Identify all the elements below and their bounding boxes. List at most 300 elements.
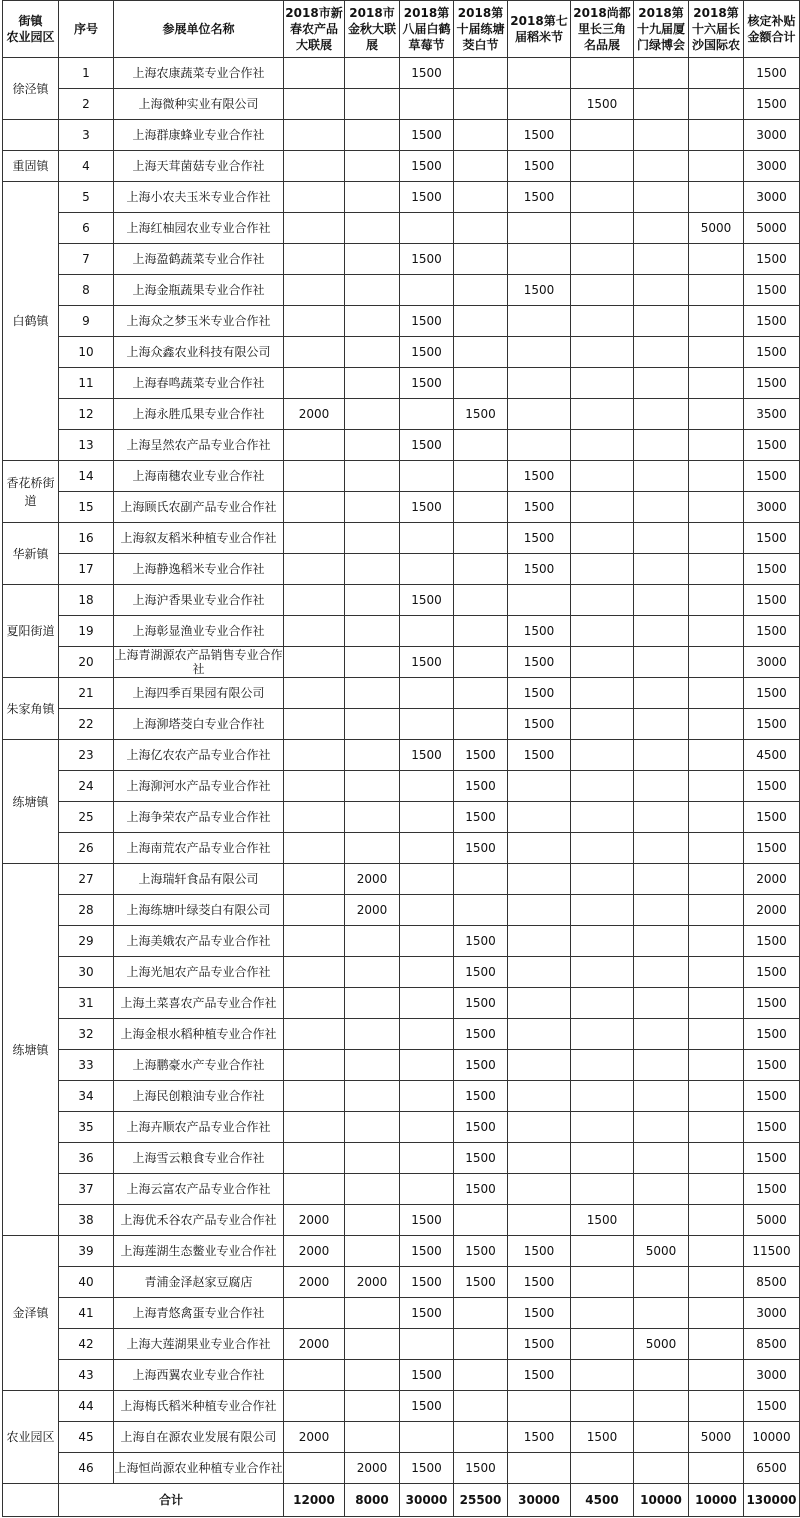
- subsidy-cell: [571, 306, 634, 337]
- table-row: [3, 1112, 800, 1143]
- table-row: [3, 1019, 800, 1050]
- subsidy-cell: 1500: [454, 1019, 508, 1050]
- row-total: 1500: [744, 1174, 800, 1205]
- subsidy-cell: [508, 585, 571, 616]
- row-number: 15: [59, 492, 114, 523]
- subsidy-cell: [454, 1205, 508, 1236]
- row-number: 7: [59, 244, 114, 275]
- subsidy-cell: 1500: [454, 399, 508, 430]
- subsidy-cell: [454, 647, 508, 678]
- table-row: [3, 461, 800, 492]
- row-number: 3: [59, 120, 114, 151]
- row-number: 12: [59, 399, 114, 430]
- row-number: 42: [59, 1329, 114, 1360]
- subsidy-cell: [571, 1174, 634, 1205]
- total-value: 10000: [689, 1484, 744, 1517]
- subsidy-cell: [634, 740, 689, 771]
- subsidy-cell: 1500: [400, 1205, 454, 1236]
- subsidy-cell: [571, 461, 634, 492]
- table-row: [3, 709, 800, 740]
- subsidy-cell: [454, 275, 508, 306]
- subsidy-cell: [400, 1081, 454, 1112]
- subsidy-cell: [634, 89, 689, 120]
- subsidy-cell: [571, 1050, 634, 1081]
- subsidy-cell: [284, 151, 345, 182]
- column-header: 2018第 八届白鹤 草莓节: [400, 1, 454, 58]
- row-total: 3500: [744, 399, 800, 430]
- subsidy-cell: [284, 523, 345, 554]
- subsidy-cell: [634, 1112, 689, 1143]
- subsidy-cell: [454, 151, 508, 182]
- row-number: 19: [59, 616, 114, 647]
- subsidy-cell: 1500: [454, 802, 508, 833]
- subsidy-cell: [345, 833, 400, 864]
- total-label: 合计: [59, 1484, 284, 1517]
- exhibitor-name: 上海农康蔬菜专业合作社: [114, 58, 284, 89]
- subsidy-cell: [571, 864, 634, 895]
- subsidy-cell: [400, 709, 454, 740]
- subsidy-cell: [634, 1174, 689, 1205]
- subsidy-cell: [400, 275, 454, 306]
- subsidy-cell: [345, 461, 400, 492]
- subsidy-cell: 5000: [689, 1422, 744, 1453]
- exhibitor-name: 上海泖河水产品专业合作社: [114, 771, 284, 802]
- subsidy-cell: [689, 492, 744, 523]
- table-row: [3, 523, 800, 554]
- table-row: [3, 182, 800, 213]
- subsidy-cell: 2000: [284, 399, 345, 430]
- subsidy-cell: [345, 647, 400, 678]
- subsidy-cell: [571, 771, 634, 802]
- subsidy-cell: 1500: [400, 1391, 454, 1422]
- subsidy-cell: [345, 1081, 400, 1112]
- subsidy-cell: [689, 1019, 744, 1050]
- subsidy-cell: [689, 1112, 744, 1143]
- subsidy-cell: [284, 585, 345, 616]
- subsidy-cell: [508, 1174, 571, 1205]
- subsidy-cell: [454, 492, 508, 523]
- subsidy-cell: [284, 430, 345, 461]
- subsidy-cell: [571, 58, 634, 89]
- row-total: 1500: [744, 275, 800, 306]
- subsidy-cell: [284, 275, 345, 306]
- subsidy-cell: 1500: [454, 926, 508, 957]
- subsidy-cell: [689, 1453, 744, 1484]
- subsidy-cell: [284, 1050, 345, 1081]
- town-cell: 华新镇: [3, 523, 59, 585]
- subsidy-cell: 2000: [284, 1267, 345, 1298]
- subsidy-cell: [454, 368, 508, 399]
- exhibitor-name: 上海青悠禽蛋专业合作社: [114, 1298, 284, 1329]
- row-total: 2000: [744, 864, 800, 895]
- subsidy-cell: [508, 957, 571, 988]
- row-total: 1500: [744, 306, 800, 337]
- table-row: [3, 616, 800, 647]
- row-number: 38: [59, 1205, 114, 1236]
- subsidy-cell: [571, 399, 634, 430]
- subsidy-cell: [634, 275, 689, 306]
- subsidy-cell: [400, 1019, 454, 1050]
- subsidy-cell: [454, 430, 508, 461]
- table-row: [3, 1143, 800, 1174]
- row-number: 28: [59, 895, 114, 926]
- subsidy-cell: [634, 1298, 689, 1329]
- row-number: 29: [59, 926, 114, 957]
- table-row: [3, 1329, 800, 1360]
- subsidy-cell: [284, 709, 345, 740]
- exhibitor-name: 上海春鸣蔬菜专业合作社: [114, 368, 284, 399]
- subsidy-cell: [345, 337, 400, 368]
- row-total: 3000: [744, 647, 800, 678]
- subsidy-cell: [454, 585, 508, 616]
- subsidy-cell: [634, 1267, 689, 1298]
- row-number: 13: [59, 430, 114, 461]
- subsidy-cell: 1500: [400, 337, 454, 368]
- exhibitor-name: 上海光旭农产品专业合作社: [114, 957, 284, 988]
- subsidy-cell: [634, 523, 689, 554]
- subsidy-cell: [284, 461, 345, 492]
- subsidy-cell: [689, 523, 744, 554]
- exhibitor-name: 上海鹏豪水产专业合作社: [114, 1050, 284, 1081]
- table-row: [3, 771, 800, 802]
- subsidy-cell: [345, 1236, 400, 1267]
- subsidy-cell: [345, 678, 400, 709]
- exhibitor-name: 上海盈鹤蔬菜专业合作社: [114, 244, 284, 275]
- subsidy-cell: [689, 461, 744, 492]
- subsidy-cell: [345, 89, 400, 120]
- subsidy-cell: [400, 89, 454, 120]
- subsidy-cell: [284, 1391, 345, 1422]
- subsidy-cell: [345, 213, 400, 244]
- subsidy-cell: [689, 864, 744, 895]
- total-value: 12000: [284, 1484, 345, 1517]
- row-total: 3000: [744, 1360, 800, 1391]
- row-number: 36: [59, 1143, 114, 1174]
- subsidy-cell: 1500: [508, 1360, 571, 1391]
- subsidy-cell: [689, 1267, 744, 1298]
- exhibitor-name: 上海梅氏稻米种植专业合作社: [114, 1391, 284, 1422]
- subsidy-cell: [689, 647, 744, 678]
- subsidy-cell: [345, 523, 400, 554]
- subsidy-cell: 1500: [400, 1453, 454, 1484]
- subsidy-cell: [454, 895, 508, 926]
- subsidy-cell: [689, 1205, 744, 1236]
- row-total: 1500: [744, 1143, 800, 1174]
- row-total: 1500: [744, 802, 800, 833]
- row-total: 1500: [744, 616, 800, 647]
- subsidy-cell: [689, 306, 744, 337]
- exhibitor-name: 上海群康蜂业专业合作社: [114, 120, 284, 151]
- subsidy-cell: [634, 833, 689, 864]
- row-number: 18: [59, 585, 114, 616]
- row-number: 2: [59, 89, 114, 120]
- table-row: [3, 988, 800, 1019]
- subsidy-cell: [345, 957, 400, 988]
- subsidy-cell: [508, 399, 571, 430]
- table-row: [3, 244, 800, 275]
- table-row: [3, 895, 800, 926]
- subsidy-cell: [689, 957, 744, 988]
- subsidy-cell: [345, 275, 400, 306]
- subsidy-cell: 1500: [400, 740, 454, 771]
- table-row: [3, 1081, 800, 1112]
- row-total: 1500: [744, 678, 800, 709]
- table-row: [3, 1050, 800, 1081]
- subsidy-cell: 1500: [400, 430, 454, 461]
- subsidy-cell: [400, 864, 454, 895]
- subsidy-cell: [284, 1143, 345, 1174]
- subsidy-cell: 1500: [454, 1050, 508, 1081]
- total-value: 25500: [454, 1484, 508, 1517]
- subsidy-cell: [508, 89, 571, 120]
- subsidy-cell: [454, 337, 508, 368]
- subsidy-cell: [284, 678, 345, 709]
- exhibitor-name: 上海争荣农产品专业合作社: [114, 802, 284, 833]
- subsidy-cell: 1500: [400, 585, 454, 616]
- subsidy-cell: [634, 1360, 689, 1391]
- exhibitor-name: 上海青湖源农产品销售专业合作 社: [114, 648, 283, 676]
- row-total: 1500: [744, 833, 800, 864]
- exhibitor-name: 上海红柚园农业专业合作社: [114, 213, 284, 244]
- subsidy-cell: [284, 864, 345, 895]
- subsidy-cell: 1500: [508, 1422, 571, 1453]
- column-header: 2018第 十届练塘 茭白节: [454, 1, 508, 58]
- subsidy-cell: [284, 616, 345, 647]
- subsidy-cell: 1500: [508, 740, 571, 771]
- subsidy-cell: [571, 1329, 634, 1360]
- row-total: 8500: [744, 1329, 800, 1360]
- subsidy-cell: [634, 182, 689, 213]
- subsidy-cell: [571, 740, 634, 771]
- row-number: 34: [59, 1081, 114, 1112]
- header-row: [3, 1, 800, 58]
- subsidy-cell: [345, 151, 400, 182]
- town-cell: 练塘镇: [3, 740, 59, 864]
- subsidy-cell: [454, 616, 508, 647]
- subsidy-cell: [571, 926, 634, 957]
- subsidy-cell: [571, 585, 634, 616]
- exhibitor-name: 上海众之梦玉米专业合作社: [114, 306, 284, 337]
- row-number: 21: [59, 678, 114, 709]
- row-number: 41: [59, 1298, 114, 1329]
- subsidy-cell: 2000: [284, 1422, 345, 1453]
- row-total: 1500: [744, 709, 800, 740]
- subsidy-cell: [345, 399, 400, 430]
- subsidy-cell: [508, 368, 571, 399]
- subsidy-cell: 1500: [400, 1360, 454, 1391]
- subsidy-cell: [345, 709, 400, 740]
- subsidy-cell: [345, 926, 400, 957]
- subsidy-cell: [284, 1112, 345, 1143]
- table-row: [3, 554, 800, 585]
- row-number: 30: [59, 957, 114, 988]
- subsidy-cell: [454, 244, 508, 275]
- row-number: 25: [59, 802, 114, 833]
- subsidy-cell: 1500: [454, 740, 508, 771]
- subsidy-cell: [634, 647, 689, 678]
- subsidy-cell: [345, 1329, 400, 1360]
- subsidy-cell: 1500: [454, 1267, 508, 1298]
- total-value: 8000: [345, 1484, 400, 1517]
- table-row: [3, 58, 800, 89]
- total-value: 130000: [744, 1484, 800, 1517]
- subsidy-cell: [689, 1174, 744, 1205]
- subsidy-cell: [634, 399, 689, 430]
- exhibitor-name: 上海永胜瓜果专业合作社: [114, 399, 284, 430]
- table-row: [3, 399, 800, 430]
- subsidy-cell: [508, 1391, 571, 1422]
- row-total: 3000: [744, 182, 800, 213]
- total-value: 30000: [400, 1484, 454, 1517]
- subsidy-cell: 1500: [508, 709, 571, 740]
- row-total: 1500: [744, 244, 800, 275]
- exhibitor-name: 上海顾氏农副产品专业合作社: [114, 492, 284, 523]
- row-number: 24: [59, 771, 114, 802]
- column-header: 2018第 十六届长 沙国际农: [689, 1, 744, 58]
- column-header: 参展单位名称: [114, 1, 284, 58]
- row-number: 37: [59, 1174, 114, 1205]
- subsidy-cell: 1500: [454, 1143, 508, 1174]
- subsidy-cell: 5000: [634, 1329, 689, 1360]
- row-number: 10: [59, 337, 114, 368]
- subsidy-cell: [571, 833, 634, 864]
- row-total: 1500: [744, 1081, 800, 1112]
- table-row: [3, 585, 800, 616]
- subsidy-cell: [571, 647, 634, 678]
- subsidy-cell: [571, 554, 634, 585]
- exhibitor-name: 上海亿农农产品专业合作社: [114, 740, 284, 771]
- row-total: 8500: [744, 1267, 800, 1298]
- column-header: 2018市 金秋大联 展: [345, 1, 400, 58]
- exhibitor-name: 上海小农夫玉米专业合作社: [114, 182, 284, 213]
- table-row: [3, 1174, 800, 1205]
- town-cell: 徐泾镇: [3, 58, 59, 120]
- subsidy-cell: [571, 151, 634, 182]
- subsidy-cell: [284, 926, 345, 957]
- subsidy-cell: [284, 895, 345, 926]
- subsidy-cell: [400, 895, 454, 926]
- table-row: [3, 89, 800, 120]
- subsidy-cell: [454, 678, 508, 709]
- table-row: [3, 368, 800, 399]
- subsidy-cell: [634, 430, 689, 461]
- subsidy-cell: [454, 1422, 508, 1453]
- subsidy-cell: [345, 120, 400, 151]
- subsidy-cell: [508, 926, 571, 957]
- table-row: [3, 306, 800, 337]
- subsidy-cell: [689, 678, 744, 709]
- subsidy-cell: 1500: [454, 1453, 508, 1484]
- subsidy-cell: [345, 1360, 400, 1391]
- exhibitor-name: 上海众鑫农业科技有限公司: [114, 337, 284, 368]
- row-number: 8: [59, 275, 114, 306]
- subsidy-cell: [284, 957, 345, 988]
- subsidy-cell: [634, 1391, 689, 1422]
- subsidy-cell: [571, 430, 634, 461]
- subsidy-cell: [571, 1143, 634, 1174]
- subsidy-cell: [571, 182, 634, 213]
- subsidy-cell: 1500: [400, 368, 454, 399]
- subsidy-cell: [689, 1329, 744, 1360]
- row-total: 1500: [744, 1019, 800, 1050]
- table-row: [3, 802, 800, 833]
- subsidy-cell: [508, 1205, 571, 1236]
- subsidy-cell: [571, 337, 634, 368]
- row-total: 1500: [744, 1112, 800, 1143]
- subsidy-cell: [400, 1112, 454, 1143]
- subsidy-cell: [454, 554, 508, 585]
- total-row: [3, 1484, 800, 1517]
- row-number: 16: [59, 523, 114, 554]
- subsidy-cell: [571, 988, 634, 1019]
- subsidy-cell: [400, 678, 454, 709]
- row-number: 32: [59, 1019, 114, 1050]
- exhibitor-name: 上海天茸菌菇专业合作社: [114, 151, 284, 182]
- subsidy-cell: [345, 1050, 400, 1081]
- subsidy-cell: [689, 1298, 744, 1329]
- column-header: 2018市新 春农产品 大联展: [284, 1, 345, 58]
- subsidy-cell: [508, 213, 571, 244]
- exhibitor-name: 上海微种实业有限公司: [114, 89, 284, 120]
- row-number: 9: [59, 306, 114, 337]
- subsidy-cell: [454, 306, 508, 337]
- exhibitor-name: 上海土菜喜农产品专业合作社: [114, 988, 284, 1019]
- subsidy-cell: 1500: [508, 1329, 571, 1360]
- town-cell: 练塘镇: [3, 864, 59, 1236]
- subsidy-cell: [571, 492, 634, 523]
- subsidy-cell: [689, 89, 744, 120]
- subsidy-cell: [400, 554, 454, 585]
- exhibitor-name: 上海四季百果园有限公司: [114, 678, 284, 709]
- subsidy-cell: [400, 213, 454, 244]
- subsidy-cell: [571, 678, 634, 709]
- subsidy-cell: 1500: [400, 120, 454, 151]
- exhibitor-name: 上海美娥农产品专业合作社: [114, 926, 284, 957]
- subsidy-cell: [508, 771, 571, 802]
- subsidy-cell: [571, 895, 634, 926]
- row-total: 1500: [744, 368, 800, 399]
- subsidy-cell: [454, 864, 508, 895]
- exhibitor-name: 上海泖塔茭白专业合作社: [114, 709, 284, 740]
- exhibitor-name: 上海卉顺农产品专业合作社: [114, 1112, 284, 1143]
- exhibitor-name: 上海云富农产品专业合作社: [114, 1174, 284, 1205]
- town-cell: 重固镇: [3, 151, 59, 182]
- subsidy-cell: [634, 678, 689, 709]
- subsidy-cell: [400, 1174, 454, 1205]
- exhibitor-name: 青浦金泽赵家豆腐店: [114, 1267, 284, 1298]
- subsidy-cell: [345, 182, 400, 213]
- subsidy-cell: [571, 1360, 634, 1391]
- subsidy-cell: [345, 616, 400, 647]
- subsidy-cell: [508, 1050, 571, 1081]
- subsidy-cell: [345, 771, 400, 802]
- subsidy-cell: [634, 337, 689, 368]
- subsidy-cell: 1500: [400, 1236, 454, 1267]
- column-header: 核定补贴 金额合计: [744, 1, 800, 58]
- subsidy-cell: [508, 306, 571, 337]
- subsidy-cell: [689, 337, 744, 368]
- subsidy-cell: [284, 833, 345, 864]
- town-cell: [3, 120, 59, 151]
- subsidy-cell: [508, 430, 571, 461]
- subsidy-cell: [284, 554, 345, 585]
- subsidy-cell: [689, 585, 744, 616]
- town-cell: 香花桥街 道: [3, 461, 59, 523]
- subsidy-cell: [508, 895, 571, 926]
- subsidy-cell: 1500: [400, 1267, 454, 1298]
- subsidy-cell: [508, 244, 571, 275]
- table-row: [3, 740, 800, 771]
